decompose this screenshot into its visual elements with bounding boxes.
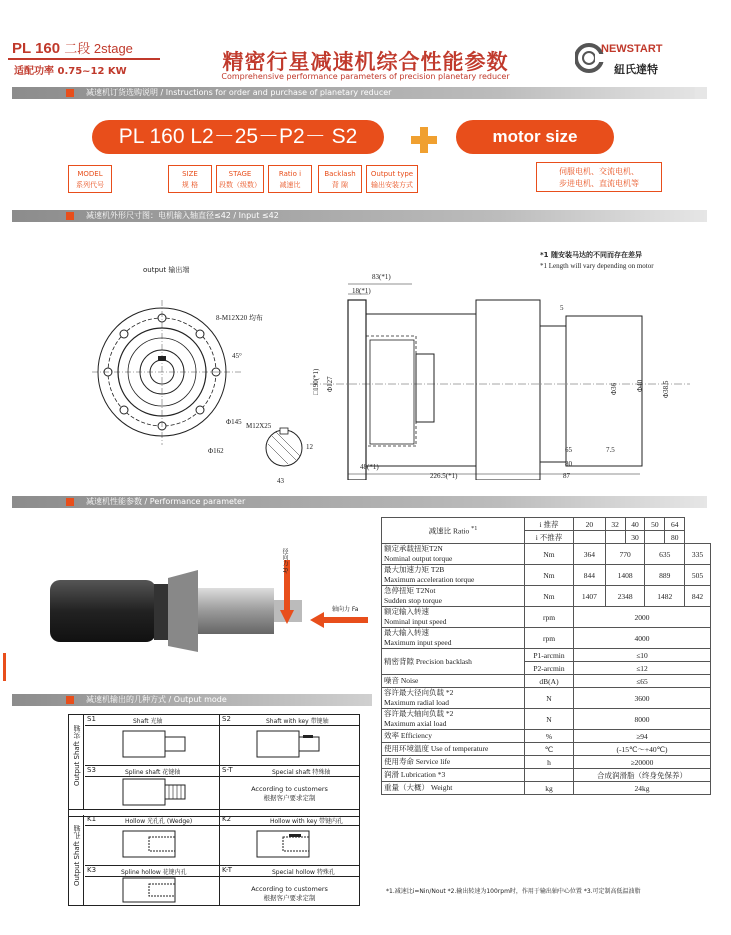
label-d83: 83(*1) (372, 273, 391, 281)
section-marker (66, 212, 74, 220)
label-d48: 48(*1) (360, 463, 379, 471)
param-cn: 最大输入转速 (384, 628, 429, 637)
param-en: Nominal input speed (384, 617, 447, 626)
param-unit: N (525, 709, 574, 730)
backlash-p2-unit: P2-arcmin (525, 662, 574, 675)
section-performance-bar (12, 496, 707, 508)
param-value: 844 (574, 565, 606, 586)
performance-table (381, 517, 711, 795)
label-d65: 65 (565, 446, 572, 454)
section-performance-title: 减速机性能参数 / Performance parameter (86, 497, 246, 506)
mode-kt-header (220, 865, 359, 877)
brand-name: NEWSTART (601, 43, 663, 55)
param-unit (525, 769, 574, 782)
param-name (382, 709, 525, 730)
param-value: 1408 (605, 565, 645, 586)
param-unit: ℃ (525, 743, 574, 756)
param-value: (-15℃～+40℃) (574, 743, 711, 756)
param-value: 合成润滑脂（终身免保养） (574, 769, 711, 782)
label-d36: Φ36 (610, 382, 618, 395)
field-backlash-cn: 背 隙 (331, 181, 349, 189)
i-recommended-label: i 推荐 (525, 518, 574, 531)
param-unit: h (525, 756, 574, 769)
hollow-keyed-drawing (253, 829, 323, 859)
param-unit: rpm (525, 628, 574, 649)
field-output-type-en: Output type (370, 170, 414, 178)
ratio-header (382, 518, 525, 544)
label-d18: 18(*1) (352, 287, 371, 295)
param-unit: Nm (525, 544, 574, 565)
mode-desc: Special shaft 特殊轴 (272, 769, 331, 776)
mode-code: K-T (222, 866, 233, 874)
motor-size-pill: motor size (456, 120, 614, 154)
field-size-en: SIZE (182, 170, 198, 178)
section-tail (695, 87, 707, 99)
label-d80: 80 (565, 460, 572, 468)
side-accent (3, 653, 6, 681)
mode-st-custom (220, 785, 359, 803)
custom-note-cn: 根据客户要求定制 (263, 894, 316, 902)
mode-kt-custom (220, 885, 359, 903)
label-d38: Φ38.5 (662, 380, 670, 398)
label-d162: Φ162 (208, 447, 224, 455)
section-dimensions-title: 减速机外形尺寸图：电机输入轴直径≤42 / Input ≤42 (86, 211, 279, 220)
ratio-label: 减速比 Ratio (428, 526, 470, 536)
field-model (68, 165, 112, 193)
label-d12: 12 (306, 443, 313, 451)
param-unit: rpm (525, 607, 574, 628)
i-not-recommended-label: i 不推荐 (525, 531, 574, 544)
label-holes: 8-M12X20 均布 (216, 314, 263, 322)
param-cn: 容许最大轴向负载 *2 (384, 709, 454, 718)
backlash-p1-unit: P1-arcmin (525, 649, 574, 662)
output-mode-grid (68, 714, 360, 906)
param-value: 364 (574, 544, 606, 565)
backlash-p2-value: ≤12 (574, 662, 711, 675)
mode-k1-header (85, 815, 219, 826)
param-cn: 最大加速力矩 T2B (384, 565, 445, 574)
mode-s2-header (220, 715, 359, 726)
param-cn: 容许最大径向负载 *2 (384, 688, 454, 697)
param-value: 635 (645, 544, 685, 565)
backlash-p1-value: ≤10 (574, 649, 711, 662)
section-marker (66, 696, 74, 704)
param-value: 8000 (574, 709, 711, 730)
param-name (382, 586, 525, 607)
param-unit: kg (525, 782, 574, 795)
plus-icon (411, 127, 437, 153)
field-output-type-cn: 输出安装方式 (371, 181, 413, 189)
stage-label: 二段 2stage (64, 41, 133, 56)
mode-st-header (220, 765, 359, 777)
param-unit: Nm (525, 565, 574, 586)
param-en: Nominal output torque (384, 554, 453, 563)
page-title: 精密行星减速机综合性能参数 (222, 50, 509, 74)
product-photo (46, 560, 306, 660)
field-stage (216, 165, 264, 193)
mode-desc: Shaft with key 带键轴 (266, 718, 329, 725)
field-backlash-en: Backlash (324, 170, 356, 178)
brand-name-cn: 紐氏達特 (614, 63, 658, 76)
param-en: Maximum acceleration torque (384, 575, 475, 584)
param-value: ≥94 (574, 730, 711, 743)
param-value: 842 (685, 586, 711, 607)
section-order-title: 减速机订货选购说明 / Instructions for order and purchase of planetary reducer (86, 88, 392, 97)
motor-note-line-1: 伺服电机、交流电机、 (559, 167, 639, 176)
ratio-cell: 32 (605, 518, 625, 531)
model-code: PL 160 (12, 40, 61, 57)
param-cn: 额定输入转速 (384, 607, 429, 616)
field-stage-cn: 段数（级数） (219, 181, 261, 189)
param-cn: 急停扭矩 T2Not (384, 586, 436, 595)
param-unit: Nm (525, 586, 574, 607)
param-value: 889 (645, 565, 685, 586)
section-output-mode-title: 减速机输出的几种方式 / Output mode (86, 695, 227, 704)
drawing-note-cn: *1 随安装马达的不同而存在差异 (540, 251, 642, 259)
param-name (382, 607, 525, 628)
output-end-label: output 输出端 (143, 266, 190, 274)
motor-type-note (536, 162, 662, 192)
motor-note-line-2: 步进电机、直流电机等 (559, 179, 639, 188)
label-d43: 43 (277, 477, 284, 485)
section-output-mode-bar (12, 694, 372, 706)
power-range: 适配功率 0.75~12 KW (14, 66, 127, 77)
mode-desc: Hollow 光孔孔 (Wedge) (125, 818, 193, 825)
param-name (382, 544, 525, 565)
param-unit: dB(A) (525, 675, 574, 688)
label-d5: 5 (560, 304, 564, 312)
axial-force-arrow (310, 612, 370, 628)
field-model-cn: 系列代号 (76, 181, 104, 189)
shaft-section-drawing (262, 426, 312, 476)
field-model-en: MODEL (77, 170, 103, 178)
field-ratio (268, 165, 312, 193)
mode-code: K3 (87, 866, 97, 874)
label-d75: 7.5 (606, 446, 615, 454)
param-name (382, 688, 525, 709)
ratio-note: *1 (471, 525, 478, 533)
ratio-cell: 50 (645, 518, 665, 531)
param-value: ≤65 (574, 675, 711, 688)
param-value: ≥20000 (574, 756, 711, 769)
param-value: 505 (685, 565, 711, 586)
param-value: 2000 (574, 607, 711, 628)
mode-k2-header (220, 815, 359, 826)
param-value: 1407 (574, 586, 606, 607)
label-d40: Φ40 (636, 379, 644, 392)
param-value: 4000 (574, 628, 711, 649)
ratio-cell (605, 531, 625, 544)
order-code-pill: PL 160 L2－25－P2－ S2 (92, 120, 384, 154)
custom-note-en: According to customers (251, 885, 328, 893)
ratio-cell (574, 531, 606, 544)
mode-code: S-T (222, 766, 233, 774)
ratio-cell: 40 (625, 518, 645, 531)
mode-s1-header (85, 715, 219, 726)
group-shaft (69, 715, 84, 809)
shaft-plain-drawing (119, 729, 189, 759)
mode-code: K2 (222, 815, 232, 823)
group-hollow-label: Output Shaft 孔轴 (73, 825, 81, 887)
axial-force-label: 轴向力 Fa (332, 606, 359, 613)
param-value: 2348 (605, 586, 645, 607)
label-angle: 45° (232, 352, 242, 360)
mode-code: S3 (87, 766, 96, 774)
custom-note-en: According to customers (251, 785, 328, 793)
param-name: 润滑 Lubrication *3 (382, 769, 525, 782)
ratio-cell: 64 (665, 518, 685, 531)
param-value: 1482 (645, 586, 685, 607)
param-cn: 额定承载扭矩T2N (384, 544, 443, 553)
mode-desc: Shaft 光轴 (133, 718, 163, 725)
section-marker (66, 498, 74, 506)
param-unit: % (525, 730, 574, 743)
label-d87: 87 (563, 472, 570, 480)
mode-code: K1 (87, 815, 97, 823)
param-en: Maximum axial load (384, 719, 447, 728)
ratio-cell: 80 (665, 531, 685, 544)
field-ratio-en: Ratio i (278, 170, 302, 178)
mode-desc: Spline shaft 花键轴 (125, 769, 181, 776)
table-footnote: *1.减速比i=Nin/Nout *2.输出转速为100rpm时，作用于输出轴中心位置 *3.可定制高低温油脂 (386, 888, 641, 895)
label-d2265: 226.5(*1) (430, 472, 458, 480)
label-d145: Φ145 (226, 418, 242, 426)
param-value: 24kg (574, 782, 711, 795)
param-en: Sudden stop torque (384, 596, 442, 605)
field-backlash (318, 165, 362, 193)
group-shaft-label: Output Shaft 实轴 (73, 725, 81, 787)
param-en: Maximum radial load (384, 698, 449, 707)
label-d127: Φ127 (326, 376, 334, 392)
mode-desc: Hollow with key 带键内孔 (270, 818, 344, 825)
param-name: 使用寿命 Service life (382, 756, 525, 769)
param-value: 770 (605, 544, 645, 565)
shaft-spline-drawing (119, 777, 189, 807)
hollow-plain-drawing (119, 829, 189, 859)
radial-force-label: 径向力 Fr (281, 548, 288, 574)
field-stage-en: STAGE (228, 170, 252, 178)
ratio-cell: 20 (574, 518, 606, 531)
hollow-spline-drawing (119, 876, 189, 904)
param-name: 重量（大概） Weight (382, 782, 525, 795)
label-sq190: □190(*1) (312, 368, 320, 395)
param-en: Maximum input speed (384, 638, 452, 647)
param-value: 3600 (574, 688, 711, 709)
param-value: 335 (685, 544, 711, 565)
mode-desc: Special hollow 特殊孔 (272, 869, 335, 876)
param-name (382, 628, 525, 649)
param-name: 使用环境温度 Use of temperature (382, 743, 525, 756)
label-m12: M12X25 (246, 422, 272, 430)
field-size (168, 165, 212, 193)
ratio-cell: 30 (625, 531, 645, 544)
mode-s3-header (85, 765, 219, 777)
custom-note-cn: 根据客户要求定制 (263, 794, 316, 802)
drawing-note-en: *1 Length will vary depending on motor (540, 262, 654, 270)
field-ratio-cn: 减速比 (279, 181, 301, 189)
mode-code: S1 (87, 715, 96, 723)
backlash-label: 精密背隙 Precision backlash (382, 649, 525, 675)
page-subtitle: Comprehensive performance parameters of precision planetary reducer (221, 72, 510, 81)
field-size-cn: 规 格 (181, 181, 199, 189)
section-marker (66, 89, 74, 97)
group-hollow (69, 815, 84, 905)
field-output-type (366, 165, 418, 193)
section-order-bar (12, 87, 707, 99)
param-name (382, 565, 525, 586)
param-unit: N (525, 688, 574, 709)
shaft-keyed-drawing (253, 729, 323, 759)
section-dimensions-bar (12, 210, 707, 222)
mode-desc: Spline hollow 花键内孔 (121, 869, 187, 876)
ratio-cell (645, 531, 665, 544)
mode-code: S2 (222, 715, 231, 723)
param-name: 效率 Efficiency (382, 730, 525, 743)
param-name: 噪音 Noise (382, 675, 525, 688)
